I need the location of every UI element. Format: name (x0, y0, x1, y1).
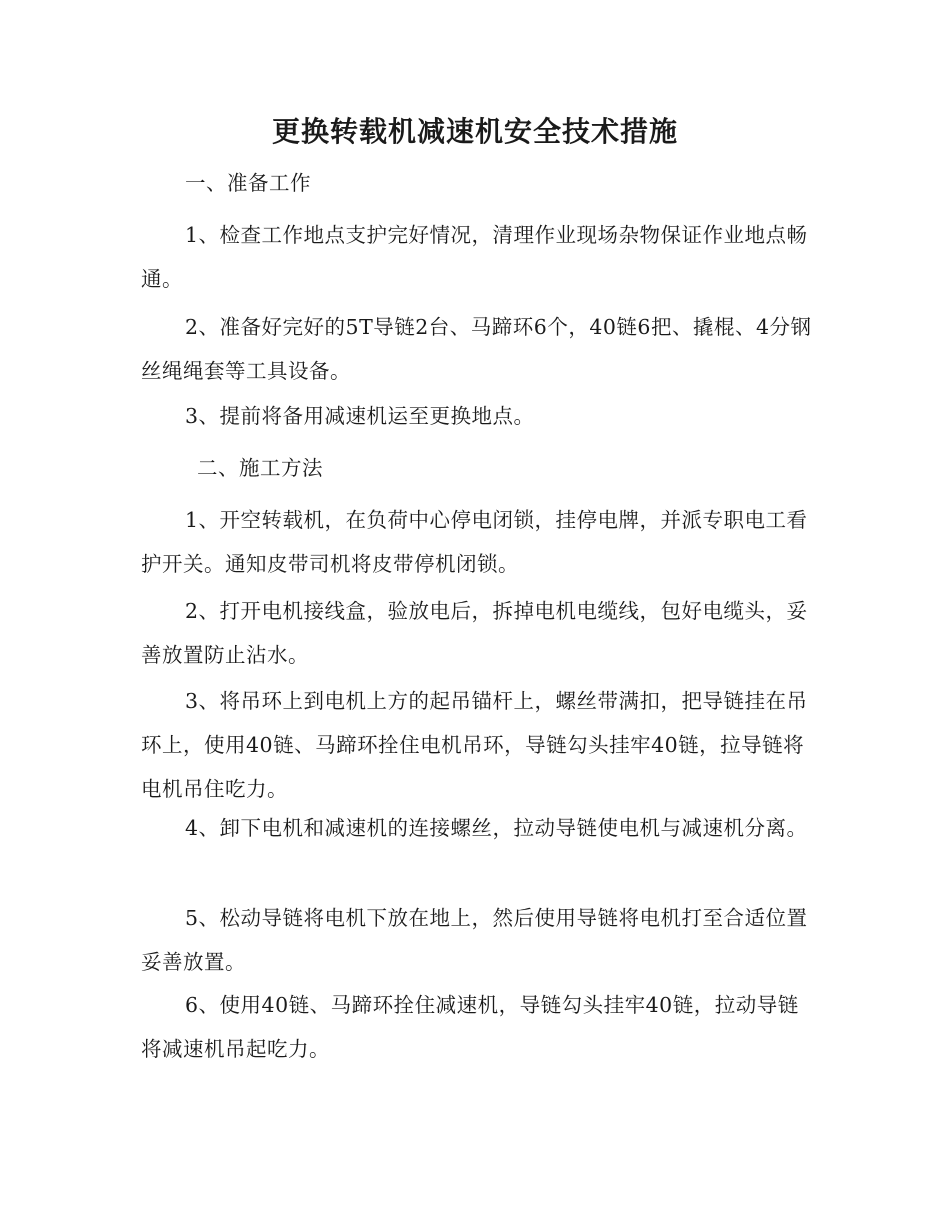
page-title: 更换转载机减速机安全技术措施 (271, 115, 678, 148)
section-heading-construction: 二、施工方法 (197, 456, 323, 480)
paragraph-2-3: 3、将吊环上到电机上方的起吊锚杆上，螺丝带满扣，把导链挂在吊环上，使用40链、马蹄环拴住电机吊环，导链勾头挂牢40链，拉导链将电机吊住吃力。 (141, 689, 808, 801)
paragraph-2-5: 5、松动导链将电机下放在地上，然后使用导链将电机打至合适位置妥善放置。 (141, 906, 808, 974)
paragraph-1-2: 2、准备好完好的5T导链2台、马蹄环6个，40链6把、撬棍、4分钢丝绳绳套等工具设备。 (141, 315, 812, 383)
paragraph-1-1: 1、检查工作地点支护完好情况，清理作业现场杂物保证作业地点畅通。 (141, 223, 808, 291)
paragraph-2-1: 1、开空转载机，在负荷中心停电闭锁，挂停电牌，并派专职电工看护开关。通知皮带司机将皮带停机闭锁。 (141, 508, 808, 576)
paragraph-1-3: 3、提前将备用减速机运至更换地点。 (185, 404, 535, 428)
paragraph-2-2: 2、打开电机接线盒，验放电后，拆掉电机电缆线，包好电缆头，妥善放置防止沾水。 (141, 599, 808, 667)
section-heading-preparation: 一、准备工作 (185, 171, 311, 195)
paragraph-2-4: 4、卸下电机和减速机的连接螺丝，拉动导链使电机与减速机分离。 (185, 816, 808, 840)
paragraph-2-6: 6、使用40链、马蹄环拴住减速机，导链勾头挂牢40链，拉动导链将减速机吊起吃力。 (141, 993, 799, 1061)
